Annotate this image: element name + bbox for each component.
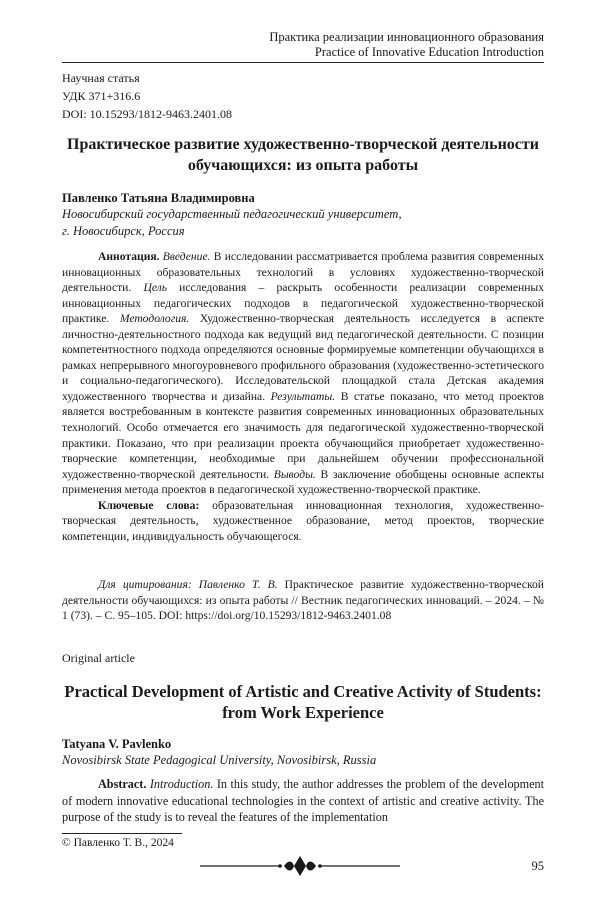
article-meta <box>62 69 232 123</box>
conclusions-text-ru: В заключение обобщены основные аспекты применения метода проектов в педагогической художественно-творческой практике. <box>62 467 544 497</box>
abstract-ru-paragraph <box>62 249 544 498</box>
affiliation-ru-line-1: Новосибирский государственный педагогический университет, <box>62 207 402 221</box>
conclusions-label-ru: Выводы. <box>273 467 316 481</box>
doi: DOI: 10.15293/1812-9463.2401.08 <box>62 107 232 121</box>
running-head-en: Practice of Innovative Education Introduction <box>314 44 544 59</box>
running-head <box>269 30 544 59</box>
method-label-ru: Методология. <box>119 312 190 326</box>
results-text-ru: В статье показано, что метод проектов является востребованным в контексте развития современных инновационных образовательных технологий. Особо отмечается его значимость для педагогической художественно-творческой практики. Показано, что при реализации проекта обучающийся приобретает художественно-творческие компетенции, необходимые при дальнейшем обучении профессиональной художественно-творческой деятельности. <box>62 389 544 481</box>
header-rule <box>62 62 544 63</box>
affiliation-ru <box>62 206 402 239</box>
citation-label-ru: Для цитирования: Павленко Т. В. <box>98 578 278 591</box>
article-title-en: Practical Development of Artistic and Creative Activity of Students: from Work Experience <box>64 682 542 722</box>
running-head-ru: Практика реализации инновационного образования <box>269 30 544 44</box>
intro-label-en: Introduction. <box>149 777 214 791</box>
article-type-en: Original article <box>62 651 135 665</box>
article-type-ru: Научная статья <box>62 71 140 85</box>
abstract-en-paragraph <box>62 776 544 826</box>
copyright-note: © Павленко Т. В., 2024 <box>62 837 174 849</box>
abstract-label-en: Abstract. <box>98 777 147 791</box>
affiliation-ru-line-2: г. Новосибирск, Россия <box>62 223 185 238</box>
purpose-text-ru: исследования – раскрыть особенности реализации современных инновационных педагогических подходов в педагогической художественно-творческой практике. <box>62 281 545 326</box>
intro-text-ru: В исследовании рассматривается проблема развития современных инновационных образовательных технологий в условиях художественно-творческой деятельности. <box>62 250 544 295</box>
author-name-ru: Павленко Татьяна Владимировна <box>62 191 255 205</box>
author-name-en: Tatyana V. Pavlenko <box>62 737 172 751</box>
method-text-ru: Художественно-творческая деятельность исследуется в аспекте личностно-деятельностного подхода как ведущий вид педагогической деятельности. С позиции компетентностного подхода определяются основные формируемые компетенции обучающихся в рамках непрерывного многоуровневого профильного образования (художественно-эстетического и социально-педагогического). Исследовательской площадкой стала Детская академия художественного творчества и дизайна. <box>62 312 544 403</box>
abstract-text-en: In this study, the author addresses the problem of the development of modern innovative educational technologies in the context of artistic and creative activity. The purpose of the study is to reveal the features of the implementation <box>62 777 544 824</box>
article-title-ru: Практическое развитие художественно-творческой деятельности обучающихся: из опыта работы <box>67 136 539 174</box>
citation-ru <box>62 577 544 624</box>
keywords-ru <box>62 498 544 545</box>
abstract-label-ru: Аннотация. <box>98 250 160 263</box>
abstract-ru <box>62 249 544 544</box>
abstract-en <box>62 776 544 826</box>
keywords-label-ru: Ключевые слова: <box>98 498 200 512</box>
citation-text-ru: Практическое развитие художественно-творческой деятельности обучающихся: из опыта работы // Вестник педагогических инноваций. – 2024. – № 1 (73). – С. 95–105. DOI: https://doi.org/10.15293/1812-9463.2401.08 <box>62 578 544 622</box>
page-number: 95 <box>531 859 544 873</box>
keywords-text-ru: образовательная инновационная технология, художественно-творческая деятельность, художественное образование, метод проектов, творческие компетенции, индивидуальность обучающегося. <box>62 498 544 543</box>
affiliation-en: Novosibirsk State Pedagogical University, Novosibirsk, Russia <box>62 753 377 767</box>
footnote-rule <box>62 833 182 834</box>
intro-label-ru: Введение. <box>162 250 211 263</box>
results-label-ru: Результаты. <box>270 389 336 403</box>
udc-code: УДК 371+316.6 <box>62 89 141 103</box>
decorative-ornament-icon <box>200 854 400 878</box>
purpose-label-ru: Цель <box>143 281 168 295</box>
